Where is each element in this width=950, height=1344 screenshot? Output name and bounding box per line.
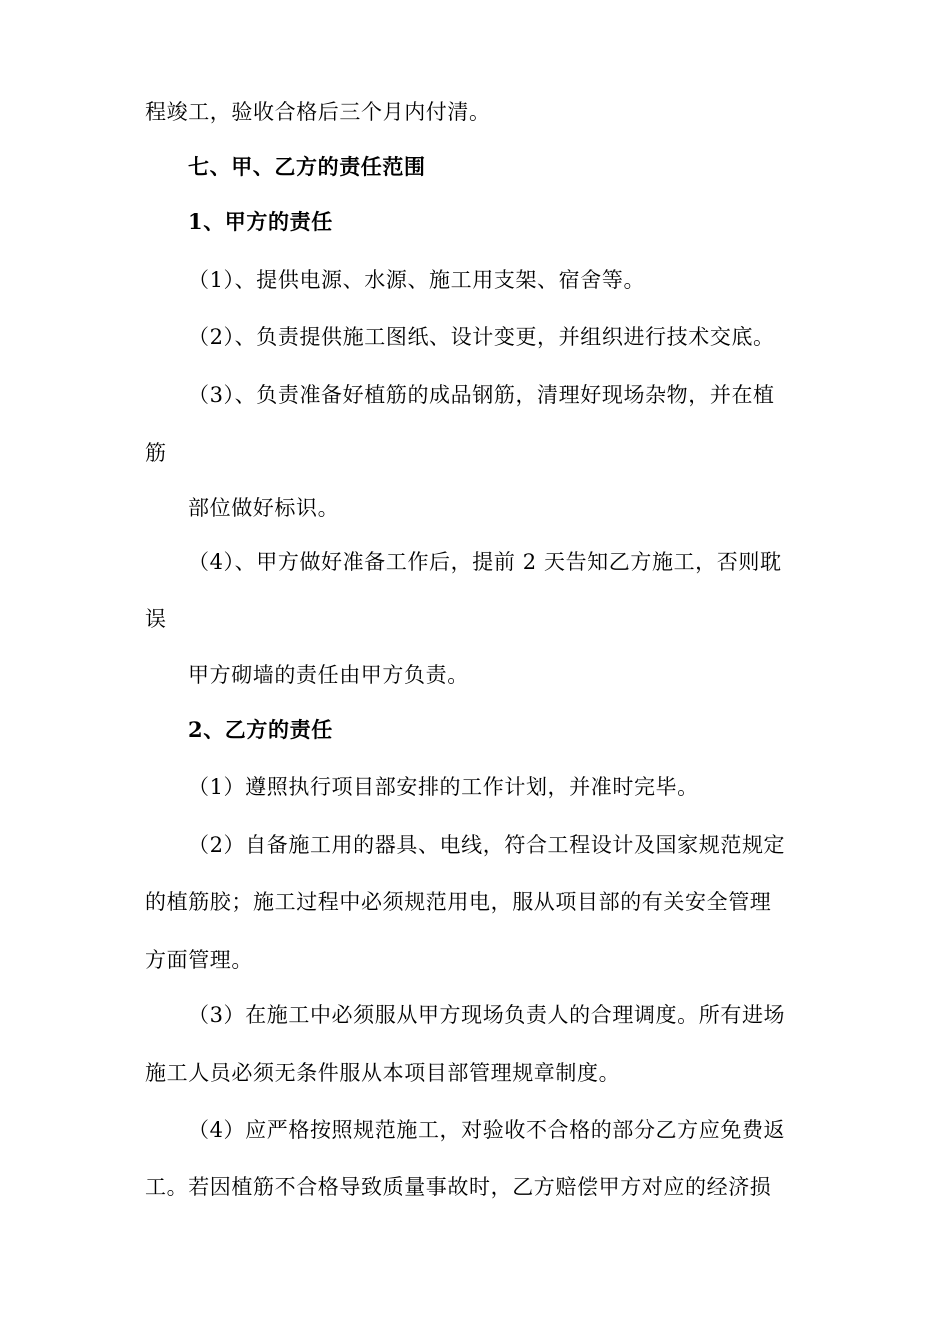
list-item: （4）应严格按照规范施工，对验收不合格的部分乙方应免费返 [188,1118,786,1142]
list-item: （3）在施工中必须服从甲方现场负责人的合理调度。所有进场 [188,1003,786,1027]
paragraph-line: 误 [145,607,167,631]
list-item: （1）、提供电源、水源、施工用支架、宿舍等。 [188,268,646,292]
paragraph-line: 的植筋胶；施工过程中必须规范用电，服从项目部的有关安全管理 [145,890,772,914]
list-item: （2）、负责提供施工图纸、设计变更，并组织进行技术交底。 [188,325,775,349]
paragraph-line: 施工人员必须无条件服从本项目部管理规章制度。 [145,1061,621,1085]
paragraph-line: 程竣工，验收合格后三个月内付清。 [145,100,491,124]
list-item: （3）、负责准备好植筋的成品钢筋，清理好现场杂物，并在植 [188,383,775,407]
paragraph-line: 筋 [145,441,167,465]
subsection-heading: 2、乙方的责任 [188,717,333,742]
paragraph-line: 工。若因植筋不合格导致质量事故时，乙方赔偿甲方对应的经济损 [145,1175,772,1199]
paragraph-line: 部位做好标识。 [188,496,340,520]
paragraph-line: 甲方砌墙的责任由甲方负责。 [188,663,469,687]
list-item: （1）遵照执行项目部安排的工作计划，并准时完毕。 [188,775,699,799]
list-item: （2）自备施工用的器具、电线，符合工程设计及国家规范规定 [188,833,786,857]
subsection-heading: 1、甲方的责任 [188,209,333,234]
paragraph-line: 方面管理。 [145,948,253,972]
list-item: （4）、甲方做好准备工作后，提前 2 天告知乙方施工，否则耽 [188,550,782,574]
section-heading: 七、甲、乙方的责任范围 [188,154,426,179]
